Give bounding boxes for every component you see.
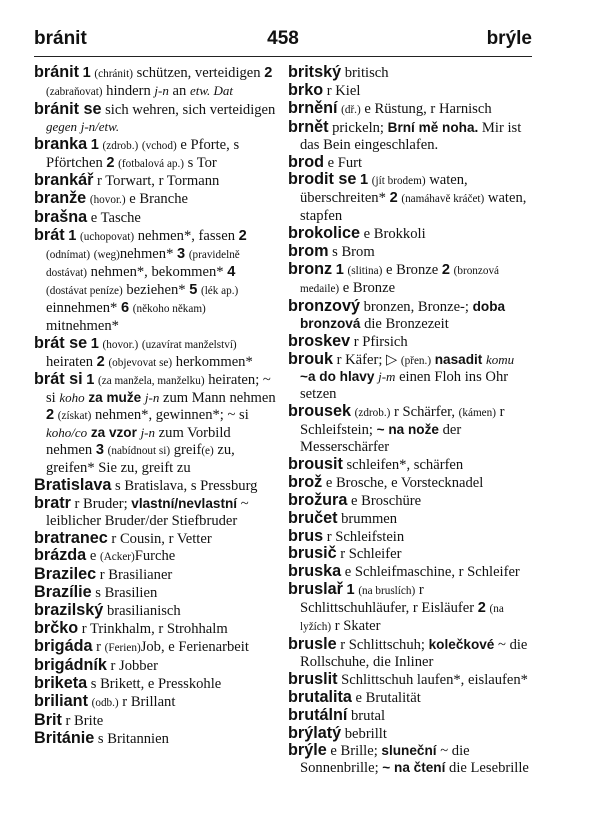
header-first-entry: bránit (34, 28, 87, 49)
entry: briketa s Brikett, e Presskohle (34, 673, 222, 692)
entry: brát si 1 (za manžela, manželku) heiraten; ~ si koho za muže j-n zum Mann nehmen 2 (získat) nehmen*, gewinnen*; ~ si koho/co za vzor j-n zum Vorbild nehmen 3 (nabídnout si) greif(e) zu, greifen* Sie zu, greift zu (34, 370, 276, 476)
entry: brazilský brasilianisch (34, 601, 181, 620)
entry: brát se 1 (hovor.) (uzavírat manželství) heiraten 2 (objevovat se) herkommen* (34, 333, 253, 370)
entry: brankář r Torwart, r Tormann (34, 171, 220, 190)
left-column (34, 64, 276, 747)
entry: brigádník r Jobber (34, 655, 158, 674)
entry: brčko r Trinkhalm, r Strohhalm (34, 619, 228, 638)
right-column (288, 64, 532, 777)
entry: brož e Brosche, e Vorstecknadel (288, 472, 484, 491)
entry: branže (hovor.) e Branche (34, 189, 188, 208)
entry: brázda e (Acker)Furche (34, 546, 176, 565)
entry: bronz 1 (slitina) e Bronze 2 (bronzová medaile) e Bronze (288, 259, 500, 296)
entry: brko r Kiel (288, 80, 361, 99)
entry: bruska e Schleifmaschine, r Schleifer (288, 562, 520, 581)
entry: brodit se 1 (jít brodem) waten, überschreiten* 2 (namáhavě kráčet) waten, stapfen (288, 170, 527, 225)
entry: brousek (zdrob.) r Schärfer, (kámen) r Schleifstein; ~ na nože der Messerschärfer (288, 402, 505, 456)
entry: brát 1 (uchopovat) nehmen*, fassen 2 (odnímat) (weg)nehmen* 3 (pravidelně dostávat) nehmen*, bekommen* 4 (dostávat peníze) beziehen* 5 (lék ap.) einnehmen* 6 (někoho někam) mitnehmen* (34, 226, 247, 334)
entry: brigáda r (Ferien)Job, e Ferienarbeit (34, 637, 249, 655)
entry: Británie s Britannien (34, 728, 169, 747)
entry: bratr r Bruder; vlastní/nevlastní ~ leiblicher Bruder/der Stiefbruder (34, 493, 249, 529)
entry: brusle r Schlittschuh; kolečkové ~ die Rollschuhe, die Inliner (288, 635, 528, 670)
entry: bránit se sich wehren, sich verteidigen gegen j-n/etw. (34, 99, 276, 134)
entry: brousit schleifen*, schärfen (288, 454, 464, 473)
entry: bronzový bronzen, Bronze-; doba bronzová die Bronzezeit (288, 296, 506, 332)
entry: bručet brummen (288, 508, 398, 527)
entry: brus r Schleifstein (288, 526, 405, 545)
entry: brod e Furt (288, 152, 363, 171)
entry: bruslař 1 (na bruslích) r Schlittschuhläufer, r Eisläufer 2 (na lyžích) r Skater (288, 580, 504, 635)
entry: brožura e Broschüre (288, 490, 422, 509)
entry: Brit r Brite (34, 710, 104, 729)
header-last-entry: brýle (486, 28, 532, 49)
entry: bránit 1 (chránit) schützen, verteidigen 2 (zabraňovat) hindern j-n an etw. Dat (34, 63, 273, 99)
header-rule (34, 56, 532, 57)
entry: Brazílie s Brasilien (34, 583, 158, 602)
entry: brusič r Schleifer (288, 544, 402, 563)
entry: brnění (dř.) e Rüstung, r Harnisch (288, 98, 492, 117)
entry: Brazilec r Brasilianer (34, 565, 173, 584)
entry: brýle e Brille; sluneční ~ die Sonnenbrille; ~ na čtení die Lesebrille (288, 741, 529, 777)
entry: broskev r Pfirsich (288, 331, 408, 350)
entry: brýlatý bebrillt (288, 723, 387, 742)
entry: brom s Brom (288, 242, 375, 261)
entry: branka 1 (zdrob.) (vchod) e Pforte, s Pförtchen 2 (fotbalová ap.) s Tor (34, 134, 240, 171)
entry: brouk r Käfer; ▷ (přen.) nasadit komu ~a do hlavy j-m einen Floh ins Ohr setzen (288, 349, 515, 403)
entry: brutalita e Brutalität (288, 687, 421, 706)
entry: britský britisch (288, 63, 389, 81)
entry: bruslit Schlittschuh laufen*, eislaufen* (288, 669, 528, 688)
entry: brokolice e Brokkoli (288, 224, 426, 243)
page-number: 458 (267, 28, 299, 49)
entry: brašna e Tasche (34, 208, 141, 227)
page-header (34, 28, 532, 54)
entry: brutální brutal (288, 705, 386, 724)
entry: bratranec r Cousin, r Vetter (34, 528, 212, 547)
entry: brnět prickeln; Brní mě noha. Mir ist das Bein eingeschlafen. (288, 117, 522, 153)
entry: briliant (odb.) r Brillant (34, 691, 176, 710)
entry: Bratislava s Bratislava, s Pressburg (34, 475, 258, 494)
